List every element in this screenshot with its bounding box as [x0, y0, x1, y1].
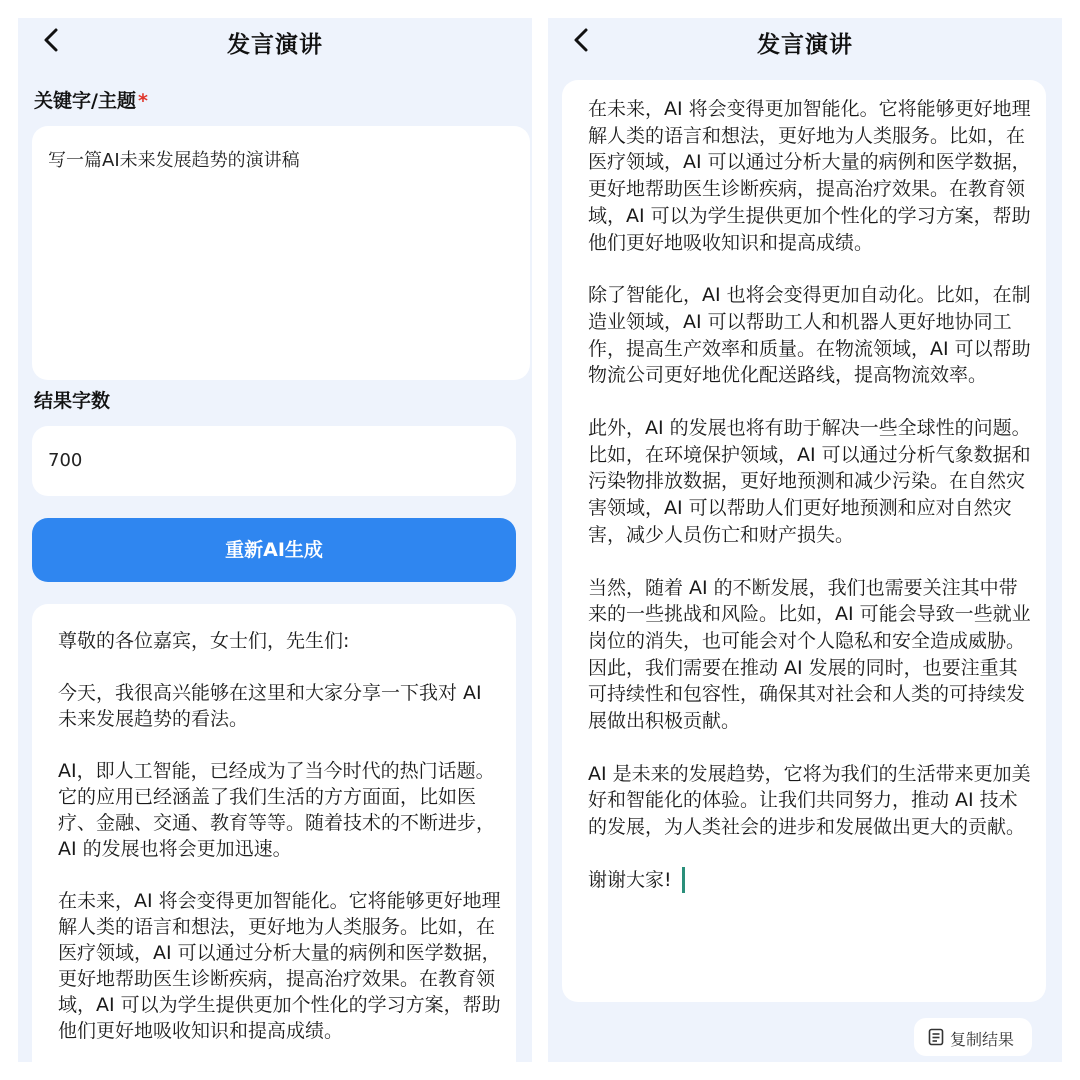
- keyword-label: [34, 86, 148, 113]
- result-paragraph: 在未来，AI 将会变得更加智能化。它将能够更好地理解人类的语言和想法，更好地为人类服务。比如，在医疗领域，AI 可以通过分析大量的病例和医学数据，更好地帮助医生诊断疾病，提高治疗效果。在教育领域，AI 可以为学生提供更加个性化的学习方案，帮助他们更好地吸收知识和提高成绩。: [588, 98, 1031, 254]
- result-paragraph: AI，即人工智能，已经成为了当今时代的热门话题。它的应用已经涵盖了我们生活的方方面面，比如医疗、金融、交通、教育等等。随着技术的不断进步，AI 的发展也将会更加迅速。: [58, 760, 496, 860]
- result-closing-line: [588, 867, 1032, 894]
- word-count-value: 700: [48, 450, 83, 471]
- copy-result-button[interactable]: [914, 1018, 1032, 1056]
- keyword-input[interactable]: [32, 126, 530, 380]
- result-paragraph: 除了智能化，AI 也将会变得更加自动化。比如，在制造业领域，AI 可以帮助工人和机器人更好地协同工作，提高生产效率和质量。在物流领域，AI 可以帮助物流公司更好地优化配送路线，提高物流效率。: [588, 284, 1031, 387]
- left-screen: [18, 18, 532, 1062]
- result-paragraph: 此外，AI 的发展也将有助于解决一些全球性的问题。比如，在环境保护领域，AI 可以通过分析气象数据和污染物排放数据，更好地预测和减少污染。在自然灾害领域，AI 可以帮助人们更好地预测和应对自然灾害，减少人员伤亡和财产损失。: [588, 417, 1031, 546]
- result-paragraph: 今天，我很高兴能够在这里和大家分享一下我对 AI 未来发展趋势的看法。: [58, 682, 482, 730]
- page-title: 发言演讲: [757, 32, 853, 58]
- text-cursor: [682, 867, 685, 893]
- word-count-input[interactable]: [32, 426, 516, 496]
- result-closing-text: 谢谢大家!: [588, 868, 672, 891]
- result-paragraph: 当然，随着 AI 的不断发展，我们也需要关注其中带来的一些挑战和风险。比如，AI 可能会导致一些就业岗位的消失，也可能会对个人隐私和安全造成威胁。因此，我们需要在推动 AI 发展的同时，也要注重其可持续性和包容性，确保其对社会和人类的可持续发展做出积极贡献。: [588, 576, 1031, 733]
- keyword-input-value: 写一篇AI未来发展趋势的演讲稿: [48, 150, 300, 171]
- top-bar: [548, 18, 1062, 62]
- result-card: [32, 604, 516, 1062]
- result-paragraph: 在未来，AI 将会变得更加智能化。它将能够更好地理解人类的语言和想法，更好地为人类服务。比如，在医疗领域，AI 可以通过分析大量的病例和医学数据，更好地帮助医生诊断疾病，提高治疗效果。在教育领域，AI 可以为学生提供更加个性化的学习方案，帮助他们更好地吸收知识和提高成绩。: [58, 890, 501, 1042]
- count-label: 结果字数: [34, 390, 111, 412]
- top-bar: [18, 18, 532, 62]
- right-screen: [548, 18, 1062, 1062]
- result-text: [58, 628, 502, 1062]
- result-paragraph: AI 是未来的发展趋势，它将为我们的生活带来更加美好和智能化的体验。让我们共同努力，推动 AI 技术的发展，为人类社会的进步和发展做出更大的贡献。: [588, 762, 1031, 839]
- keyword-label-text: 关键字/主题: [34, 90, 136, 112]
- result-paragraph: 尊敬的各位嘉宾，女士们，先生们:: [58, 630, 350, 652]
- regenerate-button[interactable]: 重新AI生成: [32, 518, 516, 582]
- result-text: [588, 96, 1032, 920]
- page-title: 发言演讲: [227, 32, 323, 58]
- result-card[interactable]: [562, 80, 1046, 1002]
- copy-result-label: 复制结果: [950, 1030, 1015, 1049]
- document-copy-icon: [928, 1028, 944, 1046]
- required-mark: *: [137, 90, 148, 112]
